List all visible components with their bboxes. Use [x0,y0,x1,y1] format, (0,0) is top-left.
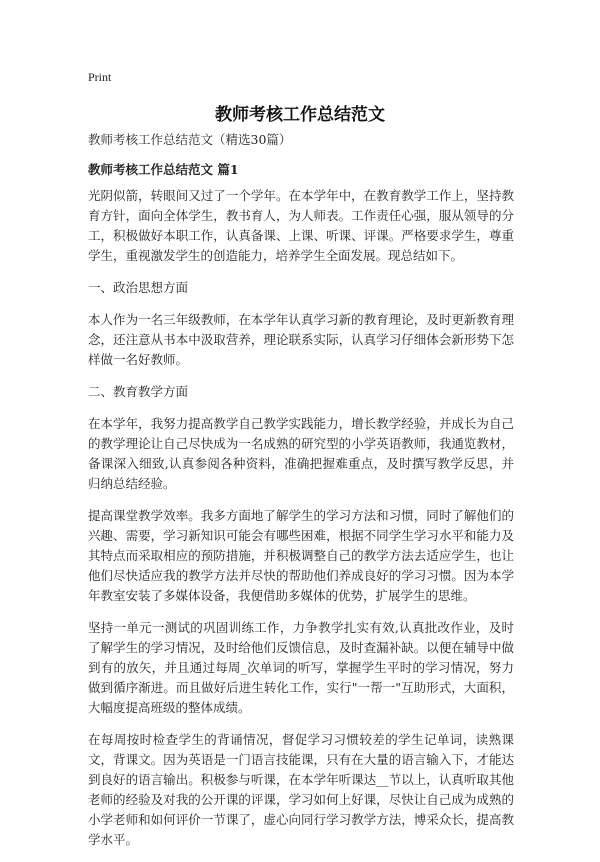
paragraph: 本人作为一名三年级教师，在本学年认真学习新的教育理论，及时更新教育理念，还注意从书本中汲取营养，理论联系实际，认真学习仔细体会新形势下怎样做一名好教师。 [88,312,514,367]
print-link[interactable]: Print [88,70,112,84]
paragraph: 提高课堂教学效率。我多方面地了解学生的学习方法和习惯，同时了解他们的兴趣、需要，学习新知识可能会有哪些困难，根据不同学生学习水平和能力及其特点而采取相应的预防措施，并积极调整自己的教学方法去适应学生，也让他们尽快适应我的教学方法并尽快的帮助他们养成良好的学习习惯。因为本学年教室安装了多媒体设备，我便借助多媒体的优势，扩展学生的思维。 [88,508,514,603]
section-heading-politics: 一、政治思想方面 [88,280,189,295]
paragraph: 在每周按时检查学生的背诵情况，督促学习习惯较差的学生记单词，读熟课文，背课文。因为英语是一门语言技能课，只有在大量的语言输入下，才能达到良好的语言输出。积极参与听课，在本学年听课达__节以上，认真听取其他老师的经验及对我的公开课的评课，学习如何上好课，尽快让自己成为成熟的小学老师和如何评价一节课了，虚心向同行学习教学方法，博采众长，提高教学水平。 [88,732,514,847]
paragraph: 光阴似箭，转眼间又过了一个学年。在本学年中，在教育教学工作上，坚持教育方针，面向全体学生，教书育人，为人师表。工作责任心强，服从领导的分工，积极做好本职工作，认真备课、上课、听课、评课。严格要求学生，尊重学生，重视激发学生的创造能力，培养学生全面发展。现总结如下。 [88,188,514,263]
page-title: 教师考核工作总结范文 [215,105,385,125]
paragraph: 坚持一单元一测试的巩固训练工作，力争教学扎实有效,认真批改作业，及时了解学生的学习情况，及时给他们反馈信息，及时查漏补缺。以便在辅导中做到有的放矢，并且通过每周_次单词的听写，掌握学生平时的学习情况，努力做到循序渐进。而且做好后进生转化工作，实行"一帮一"互助形式，大面积，大幅度提高班级的整体成绩。 [88,620,514,715]
section-title: 教师考核工作总结范文 篇1 [88,162,239,177]
section-heading-teaching: 二、教育教学方面 [88,384,189,399]
document-body [88,130,514,862]
paragraph: 在本学年，我努力提高教学自己教学实践能力，增长教学经验，并成长为自己的教学理论让自己尽快成为一名成熟的研究型的小学英语教师，我通览教材，备课深入细致,认真参阅各种资料，准确把握难重点，及时撰写教学反思，并归纳总结经验。 [88,416,514,491]
document-subtitle: 教师考核工作总结范文（精选30篇） [88,132,292,147]
